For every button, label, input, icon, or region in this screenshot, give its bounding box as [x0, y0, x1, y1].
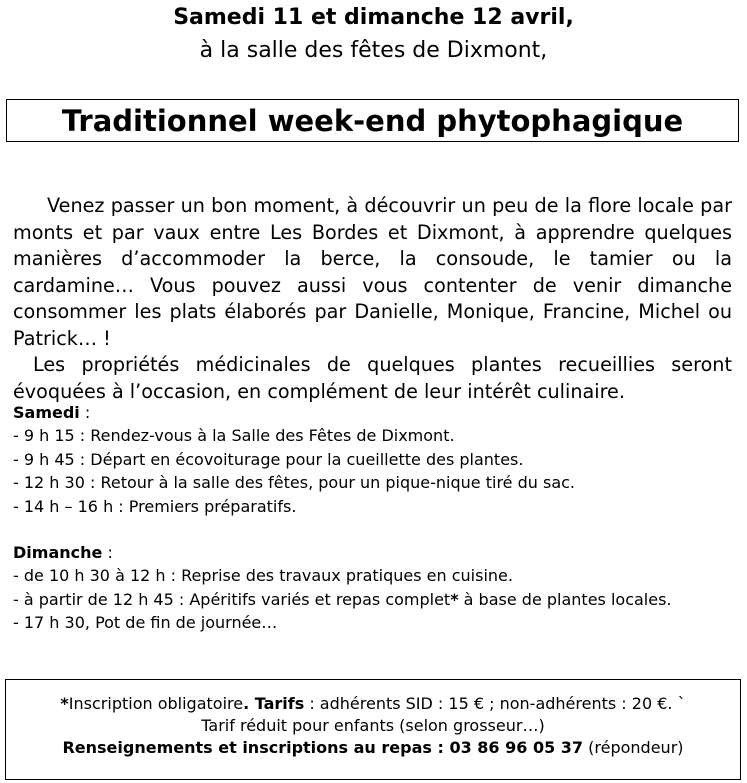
intro-paragraph-2: Les propriétés médicinales de quelques plantes recueillies seront évoquées à l’occasion, en complément de leur intérêt culinaire.: [13, 353, 732, 403]
list-item: - 17 h 30, Pot de fin de journée…: [13, 613, 278, 633]
asterisk-mark: *: [60, 694, 69, 713]
page-title: Traditionnel week-end phytophagique: [61, 103, 684, 138]
list-item: - 12 h 30 : Retour à la salle des fêtes, pour un pique-nique tiré du sac.: [13, 473, 575, 493]
sunday-label: Dimanche: [13, 543, 103, 562]
list-item-text: - à partir de 12 h 45 : Apéritifs variés et repas complet: [13, 589, 451, 609]
saturday-schedule: [13, 401, 733, 518]
sunday-list: [13, 564, 733, 634]
intro-text: [13, 193, 732, 405]
saturday-label: Samedi: [13, 403, 80, 422]
tarifs-label: . Tarifs: [243, 694, 305, 713]
list-item: - 9 h 45 : Départ en écovoiturage pour la cueillette des plantes.: [13, 449, 524, 469]
event-venue: à la salle des fêtes de Dixmont,: [199, 38, 548, 63]
list-item: - 9 h 15 : Rendez-vous à la Salle des Fêtes de Dixmont.: [13, 426, 455, 446]
sunday-heading: [13, 541, 733, 564]
asterisk-mark: *: [450, 589, 459, 609]
list-item: - de 10 h 30 à 12 h : Reprise des travaux pratiques en cuisine.: [13, 566, 513, 586]
list-item: [13, 588, 733, 611]
saturday-suffix: :: [79, 403, 91, 422]
footer-box: [5, 679, 741, 780]
saturday-heading: [13, 401, 733, 424]
footer-line-1: [6, 693, 740, 715]
list-item: - 14 h – 16 h : Premiers préparatifs.: [13, 496, 297, 516]
contact-label: Renseignements et inscriptions au repas : 03 86 96 05 37: [62, 738, 584, 757]
inscription-text: Inscription obligatoire: [68, 694, 244, 713]
footer-line-2: Tarif réduit pour enfants (selon grosseur…): [201, 716, 545, 735]
intro-paragraph-1: Venez passer un bon moment, à découvrir un peu de la flore locale par monts et par vaux entre Les Bordes et Dixmont, à apprendre quelques manières d’accommoder la berce, la consoude, le tamier ou la cardamine… Vous pouvez aussi vous contenter de venir dimanche consommer les plats élaborés par Danielle, Monique, Francine, Michel ou Patrick… !: [13, 194, 732, 350]
sunday-suffix: :: [102, 543, 113, 562]
tarifs-text: : adhérents SID : 15 € ; non-adhérents : 20 €. `: [304, 694, 686, 713]
contact-note: (répondeur): [583, 738, 684, 757]
title-box: [6, 99, 739, 142]
footer-line-3: [6, 737, 740, 759]
saturday-list: [13, 424, 733, 518]
event-date: Samedi 11 et dimanche 12 avril,: [173, 5, 574, 30]
list-item-text: à base de plantes locales.: [458, 589, 672, 609]
sunday-schedule: [13, 541, 733, 635]
